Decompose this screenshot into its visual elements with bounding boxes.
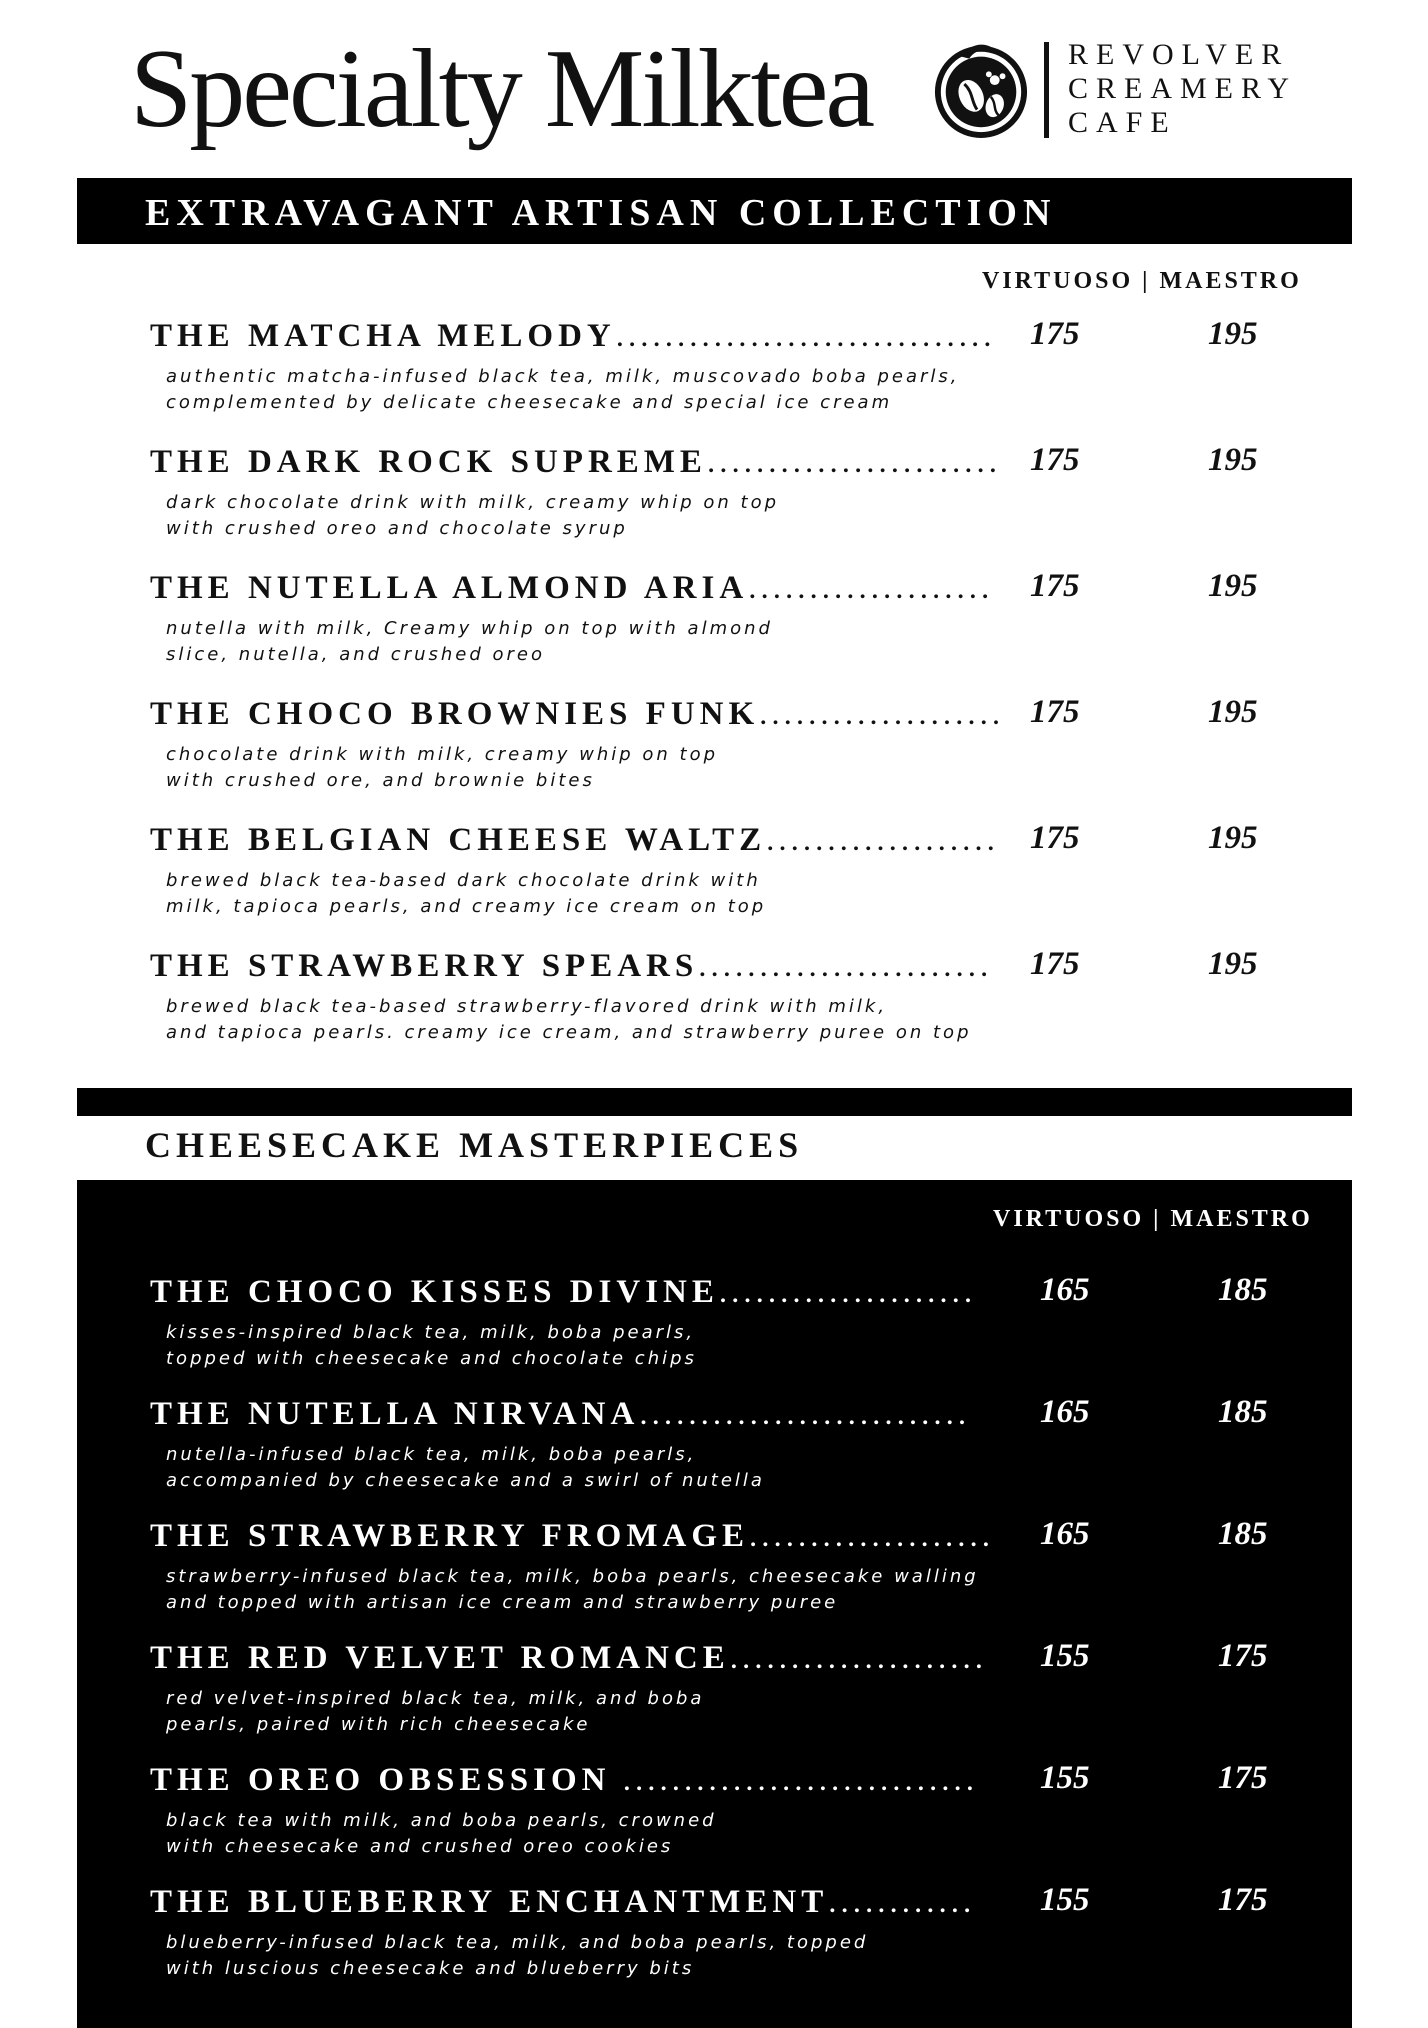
price-maestro: 195: [1208, 568, 1258, 604]
brand-name-line-2: CREAMERY: [1068, 72, 1298, 105]
price-virtuoso: 155: [1040, 1638, 1090, 1674]
item-description: chocolate drink with milk, creamy whip on top with crushed ore, and brownie bites: [166, 744, 719, 791]
logo-divider: [1044, 42, 1049, 138]
price-virtuoso: 175: [1030, 820, 1080, 856]
item-name: THE NUTELLA ALMOND ARIA....................: [150, 572, 994, 605]
brand-name-line-3: CAFE: [1068, 106, 1177, 139]
section-title: CHEESECAKE MASTERPIECES: [145, 1125, 804, 1165]
section-header-band: [77, 178, 1352, 244]
price-maestro: 195: [1208, 820, 1258, 856]
item-name: THE BLUEBERRY ENCHANTMENT............: [150, 1886, 976, 1919]
item-description: brewed black tea-based dark chocolate drink with milk, tapioca pearls, and creamy ice cream on top: [166, 870, 767, 917]
item-name: THE RED VELVET ROMANCE.....................: [150, 1642, 988, 1675]
price-maestro: 175: [1218, 1882, 1268, 1918]
price-virtuoso: 155: [1040, 1882, 1090, 1918]
item-name: THE CHOCO BROWNIES FUNK....................: [150, 698, 1005, 731]
price-maestro: 175: [1218, 1638, 1268, 1674]
price-virtuoso: 175: [1030, 316, 1080, 352]
price-maestro: 195: [1208, 316, 1258, 352]
item-description: strawberry-infused black tea, milk, boba pearls, cheesecake walling and topped with artisan ice cream and strawberry puree: [166, 1566, 979, 1613]
section-title: EXTRAVAGANT ARTISAN COLLECTION: [145, 192, 1057, 234]
price-maestro: 195: [1208, 946, 1258, 982]
price-virtuoso: 165: [1040, 1394, 1090, 1430]
item-description: nutella with milk, Creamy whip on top with almond slice, nutella, and crushed oreo: [166, 618, 773, 665]
price-maestro: 195: [1208, 442, 1258, 478]
price-virtuoso: 175: [1030, 694, 1080, 730]
price-virtuoso: 155: [1040, 1760, 1090, 1796]
item-description: nutella-infused black tea, milk, boba pearls, accompanied by cheesecake and a swirl of nutella: [166, 1444, 765, 1491]
price-virtuoso: 175: [1030, 946, 1080, 982]
price-virtuoso: 175: [1030, 442, 1080, 478]
size-column-header: VIRTUOSO | MAESTRO: [993, 1206, 1313, 1232]
section-divider-band: [77, 1088, 1352, 1116]
item-name: THE STRAWBERRY FROMAGE....................: [150, 1520, 995, 1553]
item-name: THE DARK ROCK SUPREME........................: [150, 446, 1001, 479]
item-name: THE BELGIAN CHEESE WALTZ...................: [150, 824, 999, 857]
item-description: authentic matcha-infused black tea, milk, muscovado boba pearls, complemented by delicate cheesecake and special ice cream: [166, 366, 960, 413]
item-name: THE CHOCO KISSES DIVINE.....................: [150, 1276, 977, 1309]
item-description: red velvet-inspired black tea, milk, and boba pearls, paired with rich cheesecake: [166, 1688, 705, 1735]
item-name: THE MATCHA MELODY...............................: [150, 320, 996, 353]
size-column-header: VIRTUOSO | MAESTRO: [982, 268, 1302, 294]
item-description: kisses-inspired black tea, milk, boba pearls, topped with cheesecake and chocolate chips: [166, 1322, 697, 1369]
item-name: THE NUTELLA NIRVANA...........................: [150, 1398, 971, 1431]
price-maestro: 175: [1218, 1760, 1268, 1796]
item-description: black tea with milk, and boba pearls, crowned with cheesecake and crushed oreo cookies: [166, 1810, 717, 1857]
item-name: THE STRAWBERRY SPEARS........................: [150, 950, 993, 983]
item-description: dark chocolate drink with milk, creamy whip on top with crushed oreo and chocolate syrup: [166, 492, 780, 539]
price-maestro: 185: [1218, 1394, 1268, 1430]
price-virtuoso: 165: [1040, 1272, 1090, 1308]
brand-name-line-1: REVOLVER: [1068, 38, 1290, 71]
price-maestro: 185: [1218, 1272, 1268, 1308]
page-title: Specialty Milktea: [130, 27, 873, 151]
price-virtuoso: 175: [1030, 568, 1080, 604]
price-virtuoso: 165: [1040, 1516, 1090, 1552]
price-maestro: 195: [1208, 694, 1258, 730]
item-description: brewed black tea-based strawberry-flavored drink with milk, and tapioca pearls. creamy ice cream, and strawberry puree on top: [166, 996, 972, 1043]
item-name: THE OREO OBSESSION .............................: [150, 1764, 978, 1797]
coffee-bean-logo-icon: [932, 36, 1030, 140]
item-description: blueberry-infused black tea, milk, and boba pearls, topped with luscious cheesecake and blueberry bits: [166, 1932, 869, 1979]
price-maestro: 185: [1218, 1516, 1268, 1552]
